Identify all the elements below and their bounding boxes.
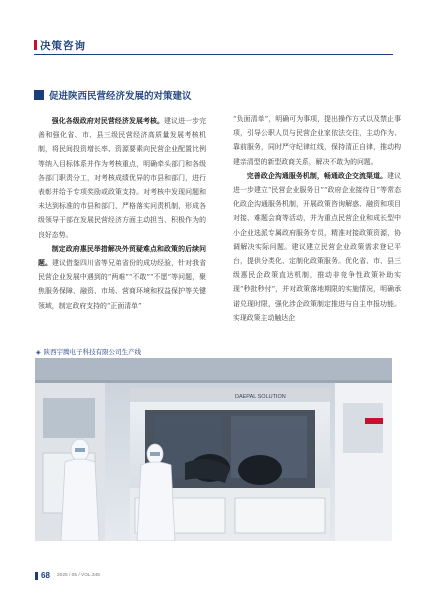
title-marker [34, 90, 44, 100]
article-title: 促进陕西民营经济发展的对策建议 [49, 91, 192, 102]
paragraph-lead: 制定政府惠民举措解决外贸疑难点和政策的后续问题。 [38, 244, 206, 268]
paragraph-lead: 完善政企沟通服务机制，畅通政企交流渠道。 [246, 171, 388, 180]
paragraph-text: 建议进一步建立“民营企业服务日”“政府企业接待日”等常态化政企沟通服务机制，开展政策咨询解惑、融资和项目对接、难题会商等活动，并为重点民营企业和成长型中小企业选派专属政府服务专员，精准对接政策资源，协调解决实际问题。建议建立民营企业政策需求登记平台，提供分类化、定制化政策服务。优化省、市、县三级惠民企政策直达机制，推动非竞争性政策补助实现“秒批秒付”，并对政策落地期限的实施情况，明确承诺兑现时限，强化涉企政策制定推进与自主申报功能。实现政策主动触达企 [233, 171, 401, 322]
paragraph [233, 169, 401, 325]
paragraph-text: 建议进一步完善和强化省、市、县三级民营经济高质量发展考核机制，将民间投资增长率、资源要素向民营企业配置比例等纳入目标体系并作为考核重点，明确牵头部门和各级各部门职责分工，对考核成绩优异的市县和部门，进行表彰并给予专项奖励或政策支持。对考核中发现问题和未达到标准的市县和部门，严格落实问责机制，形成各级领导干部在发展民营经济方面主动担当、积极作为的良好态势。 [38, 117, 206, 239]
paragraph [38, 242, 206, 313]
issue-info: 2025 / 05 / VOL.345 [57, 573, 100, 578]
paragraph-text: “负面清单”，明确可为事项，提出操作方式以及禁止事项，引导公职人员与民营企业家依法交往，主动作为、靠前服务，同时严守纪律红线，保持清正自律，推动构建亲清型的新型政商关系，解决不敢为的问题。 [233, 115, 401, 166]
paragraph-lead: 强化各级政府对民营经济发展考核。 [51, 117, 165, 125]
section-tag: 决策咨询 [34, 38, 86, 53]
photo-caption: ◈ 陕西宇腾电子科技有限公司生产线 [36, 347, 141, 356]
left-column [38, 114, 206, 346]
page-number: 68 [41, 571, 50, 580]
header-rule [34, 54, 393, 55]
paragraph [38, 114, 206, 242]
paragraph-text: 建议借鉴四川省等兄弟省份的成功经验，针对我省民营企业发展中遇到的“两难”“不敢”“不愿”等问题，聚焦服务保障、融资、市场、营商环境和权益保护等关键领域，制定政府支持的“正面清单” [38, 259, 206, 310]
paragraph [233, 112, 401, 169]
right-column [233, 112, 401, 344]
machine-label: DAEPAL SOLUTION [235, 394, 286, 400]
folio-marker [35, 572, 38, 580]
production-line-photo [35, 358, 392, 541]
